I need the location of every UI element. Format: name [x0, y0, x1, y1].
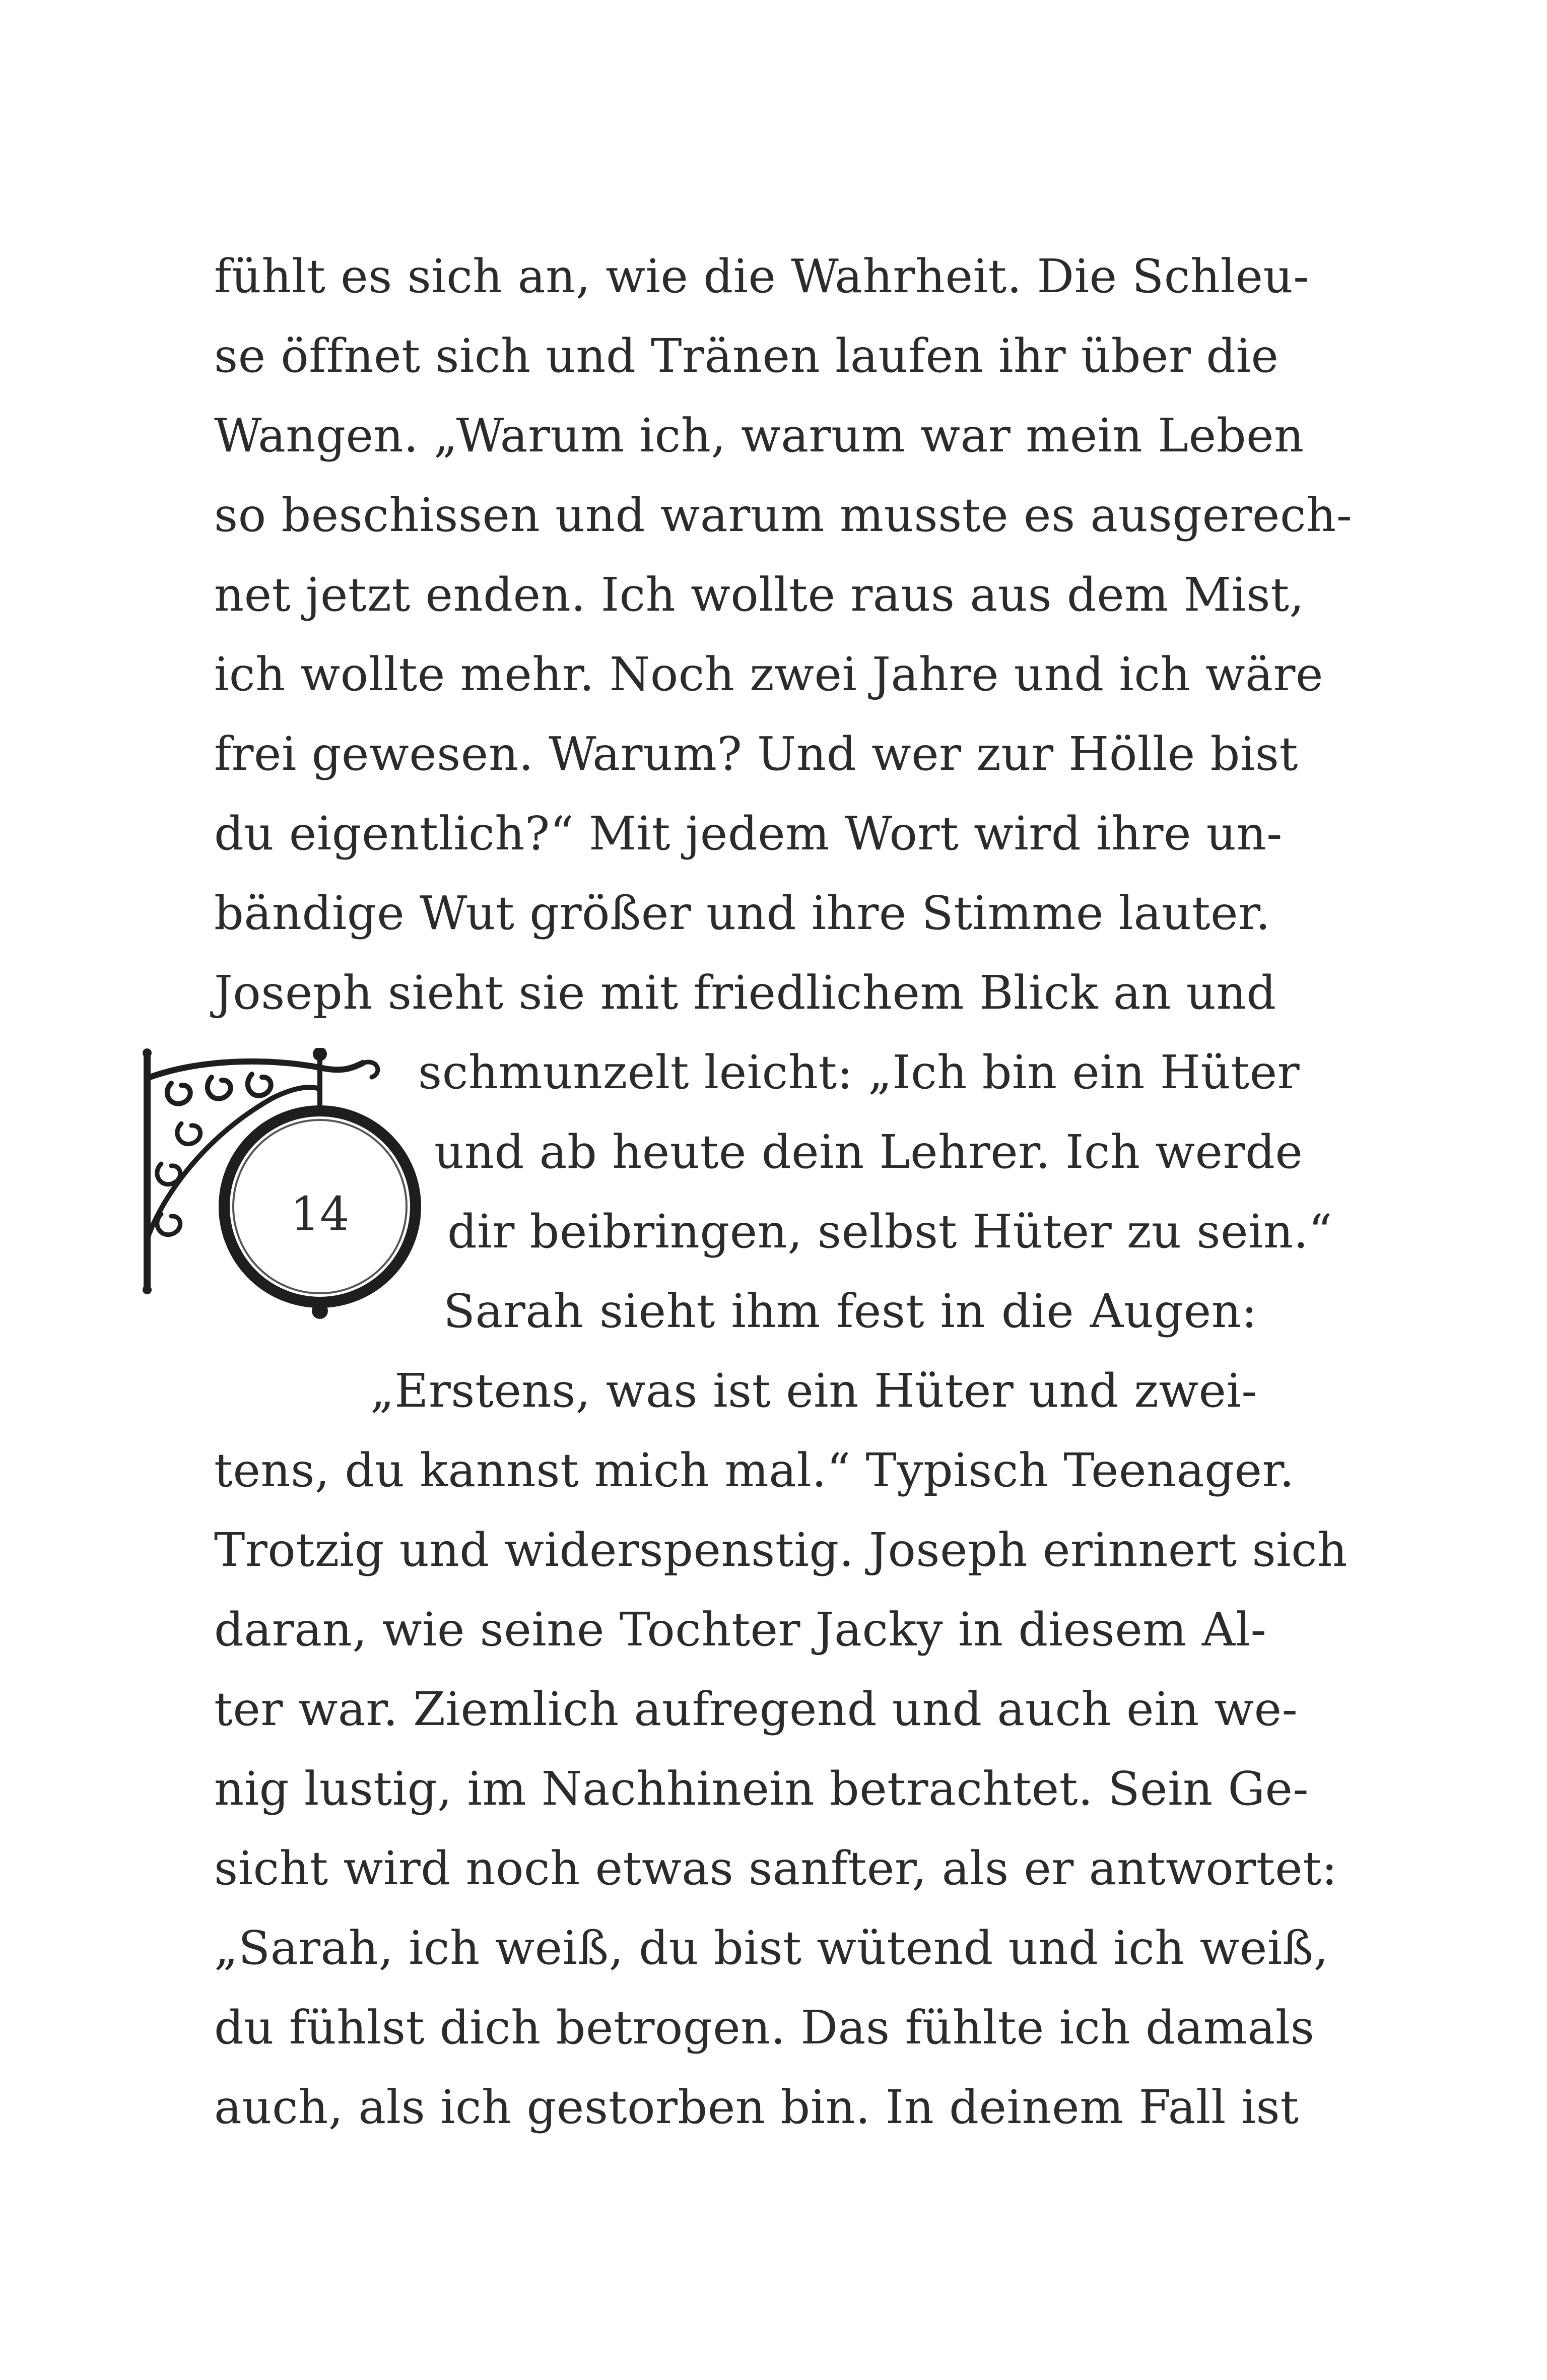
text-line: du fühlst dich betrogen. Das fühlte ich damals — [214, 2001, 1315, 2055]
text-line: nig lustig, im Nachhinein betrachtet. Sein Ge- — [214, 1762, 1309, 1816]
text-line: tens, du kannst mich mal.“ Typisch Teenager. — [214, 1443, 1295, 1497]
text-line: Wangen. „Warum ich, warum war mein Leben — [214, 409, 1304, 462]
text-line: du eigentlich?“ Mit jedem Wort wird ihre un- — [214, 807, 1283, 861]
text-line: Sarah sieht ihm fest in die Augen: — [443, 1284, 1257, 1338]
text-line: daran, wie seine Tochter Jacky in diesem Al- — [214, 1603, 1267, 1657]
text-line: se öffnet sich und Tränen laufen ihr über die — [214, 329, 1279, 383]
text-line: net jetzt enden. Ich wollte raus aus dem Mist, — [214, 568, 1305, 622]
text-line: schmunzelt leicht: „Ich bin ein Hüter — [418, 1045, 1300, 1099]
text-line: bändige Wut größer und ihre Stimme lauter. — [214, 886, 1271, 940]
page-number: 14 — [290, 1187, 350, 1241]
text-line: und ab heute dein Lehrer. Ich werde — [434, 1125, 1303, 1179]
text-line: „Sarah, ich weiß, du bist wütend und ich weiß, — [214, 1921, 1329, 1975]
text-line: ich wollte mehr. Noch zwei Jahre und ich wäre — [214, 647, 1323, 701]
text-line: so beschissen und warum musste es ausgerech- — [214, 488, 1353, 542]
text-line: Trotzig und widerspenstig. Joseph erinnert sich — [214, 1523, 1348, 1577]
text-line: ter war. Ziemlich aufregend und auch ein we- — [214, 1682, 1298, 1736]
text-line: fühlt es sich an, wie die Wahrheit. Die Schleu- — [214, 249, 1309, 303]
text-line: dir beibringen, selbst Hüter zu sein.“ — [447, 1205, 1333, 1259]
text-line: auch, als ich gestorben bin. In deinem Fall ist — [214, 2080, 1299, 2134]
text-line: frei gewesen. Warum? Und wer zur Hölle bist — [214, 727, 1298, 781]
text-line: sicht wird noch etwas sanfter, als er antwortet: — [214, 1841, 1338, 1895]
text-line: „Erstens, was ist ein Hüter und zwei- — [370, 1364, 1257, 1418]
text-line: Joseph sieht sie mit friedlichem Blick an und — [214, 966, 1276, 1020]
